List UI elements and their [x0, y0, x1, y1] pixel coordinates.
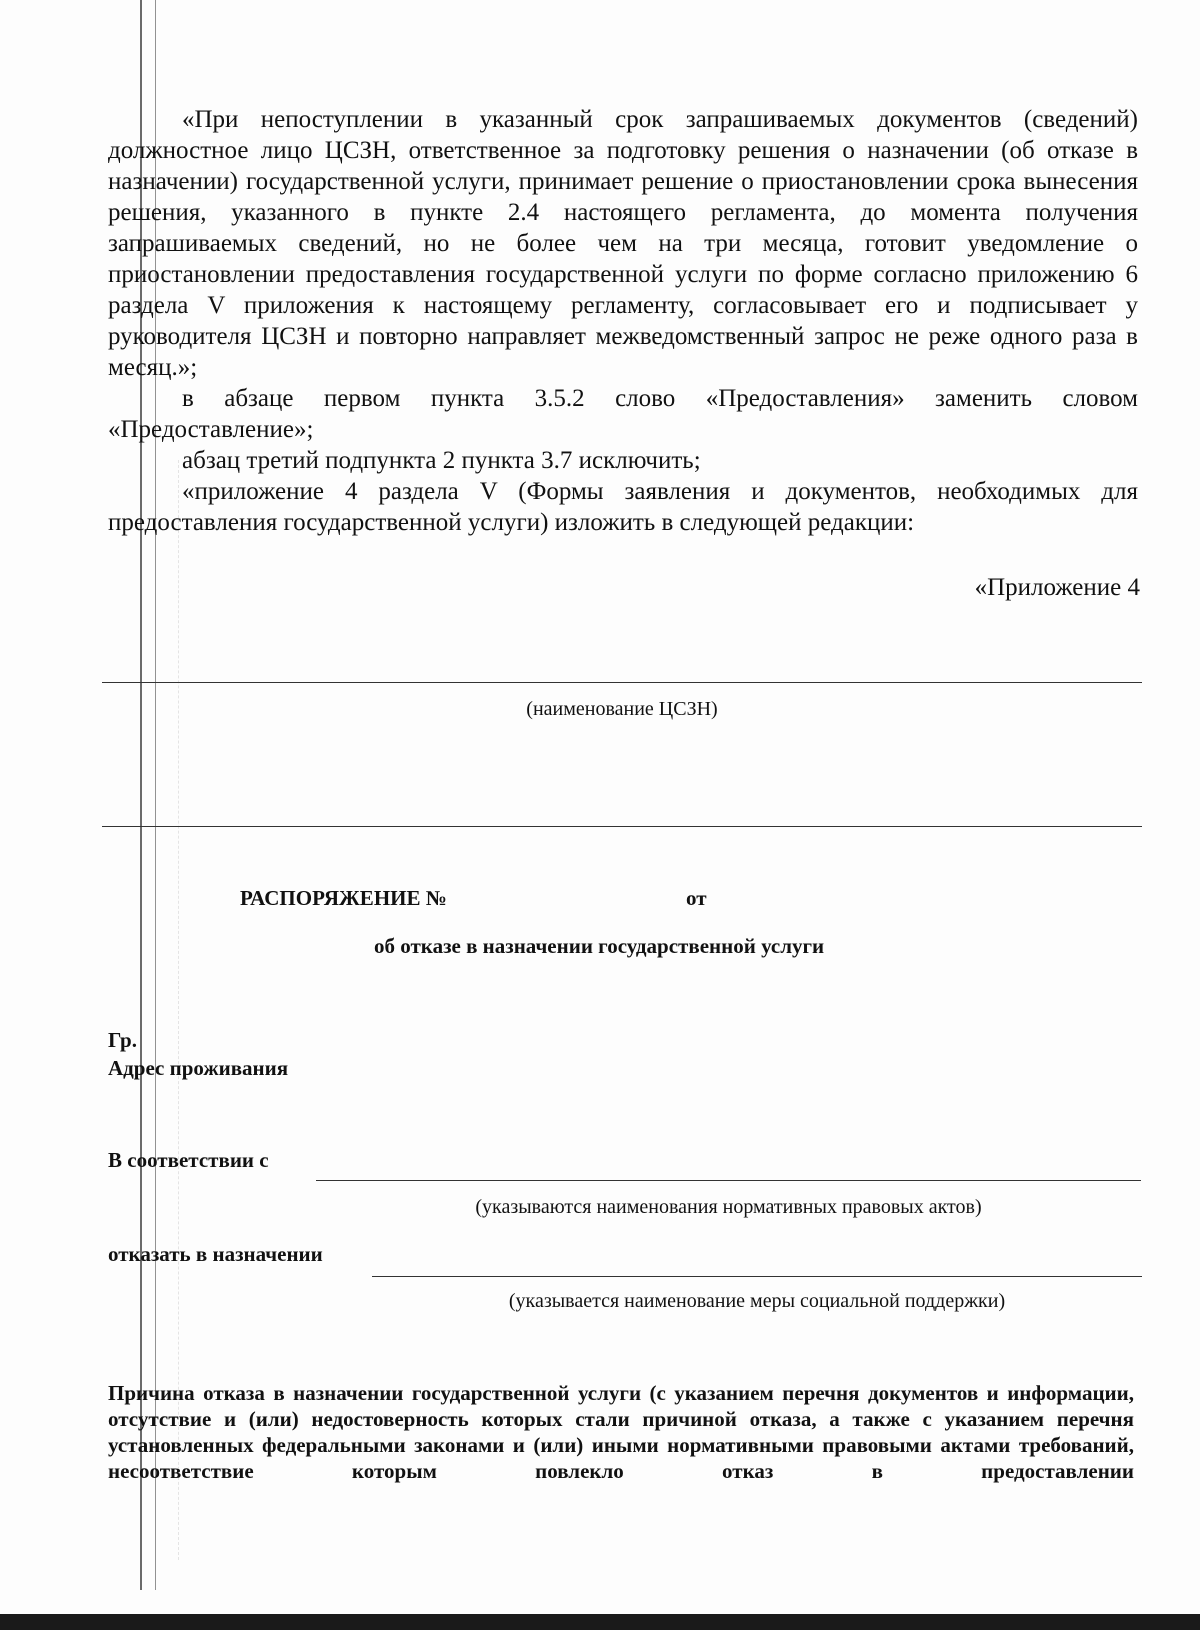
scan-bottom-edge [0, 1614, 1200, 1630]
order-subject: об отказе в назначении государственной услуги [374, 934, 825, 958]
refuse-label: отказать в назначении [108, 1242, 323, 1266]
order-date-label: от [686, 886, 707, 910]
citizen-label: Гр. [108, 1028, 137, 1052]
paragraph-clause-3-7: абзац третий подпункта 2 пункта 3.7 исключить; [182, 447, 701, 474]
org-name-line [102, 682, 1142, 683]
accordance-label: В соответствии с [108, 1148, 269, 1172]
order-title: РАСПОРЯЖЕНИЕ № [240, 886, 447, 910]
legal-acts-line [316, 1180, 1141, 1181]
appendix-label: «Приложение 4 [974, 574, 1140, 601]
support-measure-caption: (указывается наименование меры социальной поддержки) [508, 1290, 1006, 1312]
org-caption: (наименование ЦСЗН) [526, 698, 718, 720]
address-label: Адрес проживания [108, 1056, 289, 1080]
paragraph-appendix-4: «приложение 4 раздела V (Формы заявления и документов, необходимых для предоставления государственной услуги) изложить в следующей редакции: [108, 478, 1138, 536]
refusal-reason-text: Причина отказа в назначении государственной услуги (с указанием перечня документов и информации, отсутствие и (или) недостоверность которых стали причиной отказа, а также с указанием перечня установленных федеральными законами и (или) иными нормативными правовыми актами требований, несоответствие которым повлекло отказ в предоставлении [108, 1381, 1134, 1483]
paragraph-suspension: «При непоступлении в указанный срок запрашиваемых документов (сведений) должностное лицо ЦСЗН, ответственное за подготовку решения о назначении (об отказе в назначении) государственной услуги, принимает решение о приостановлении срока вынесения решения, указанного в пункте 2.4 настоящего регламента, до момента получения запрашиваемых сведений, но не более чем на три месяца, готовит уведомление о приостановлении предоставления государственной услуги по форме согласно приложению 6 раздела V приложения к настоящему регламенту, согласовывает его и подписывает у руководителя ЦСЗН и повторно направляет межведомственный запрос не реже одного раза в месяц.»; [108, 106, 1138, 381]
paragraph-clause-3-5-2: в абзаце первом пункта 3.5.2 слово «Предоставления» заменить словом «Предоставление»; [108, 385, 1138, 443]
legal-acts-caption: (указываются наименования нормативных правовых актов) [475, 1196, 982, 1218]
support-measure-line [372, 1276, 1142, 1277]
divider-line [102, 826, 1142, 827]
amendment-text [108, 104, 1138, 538]
